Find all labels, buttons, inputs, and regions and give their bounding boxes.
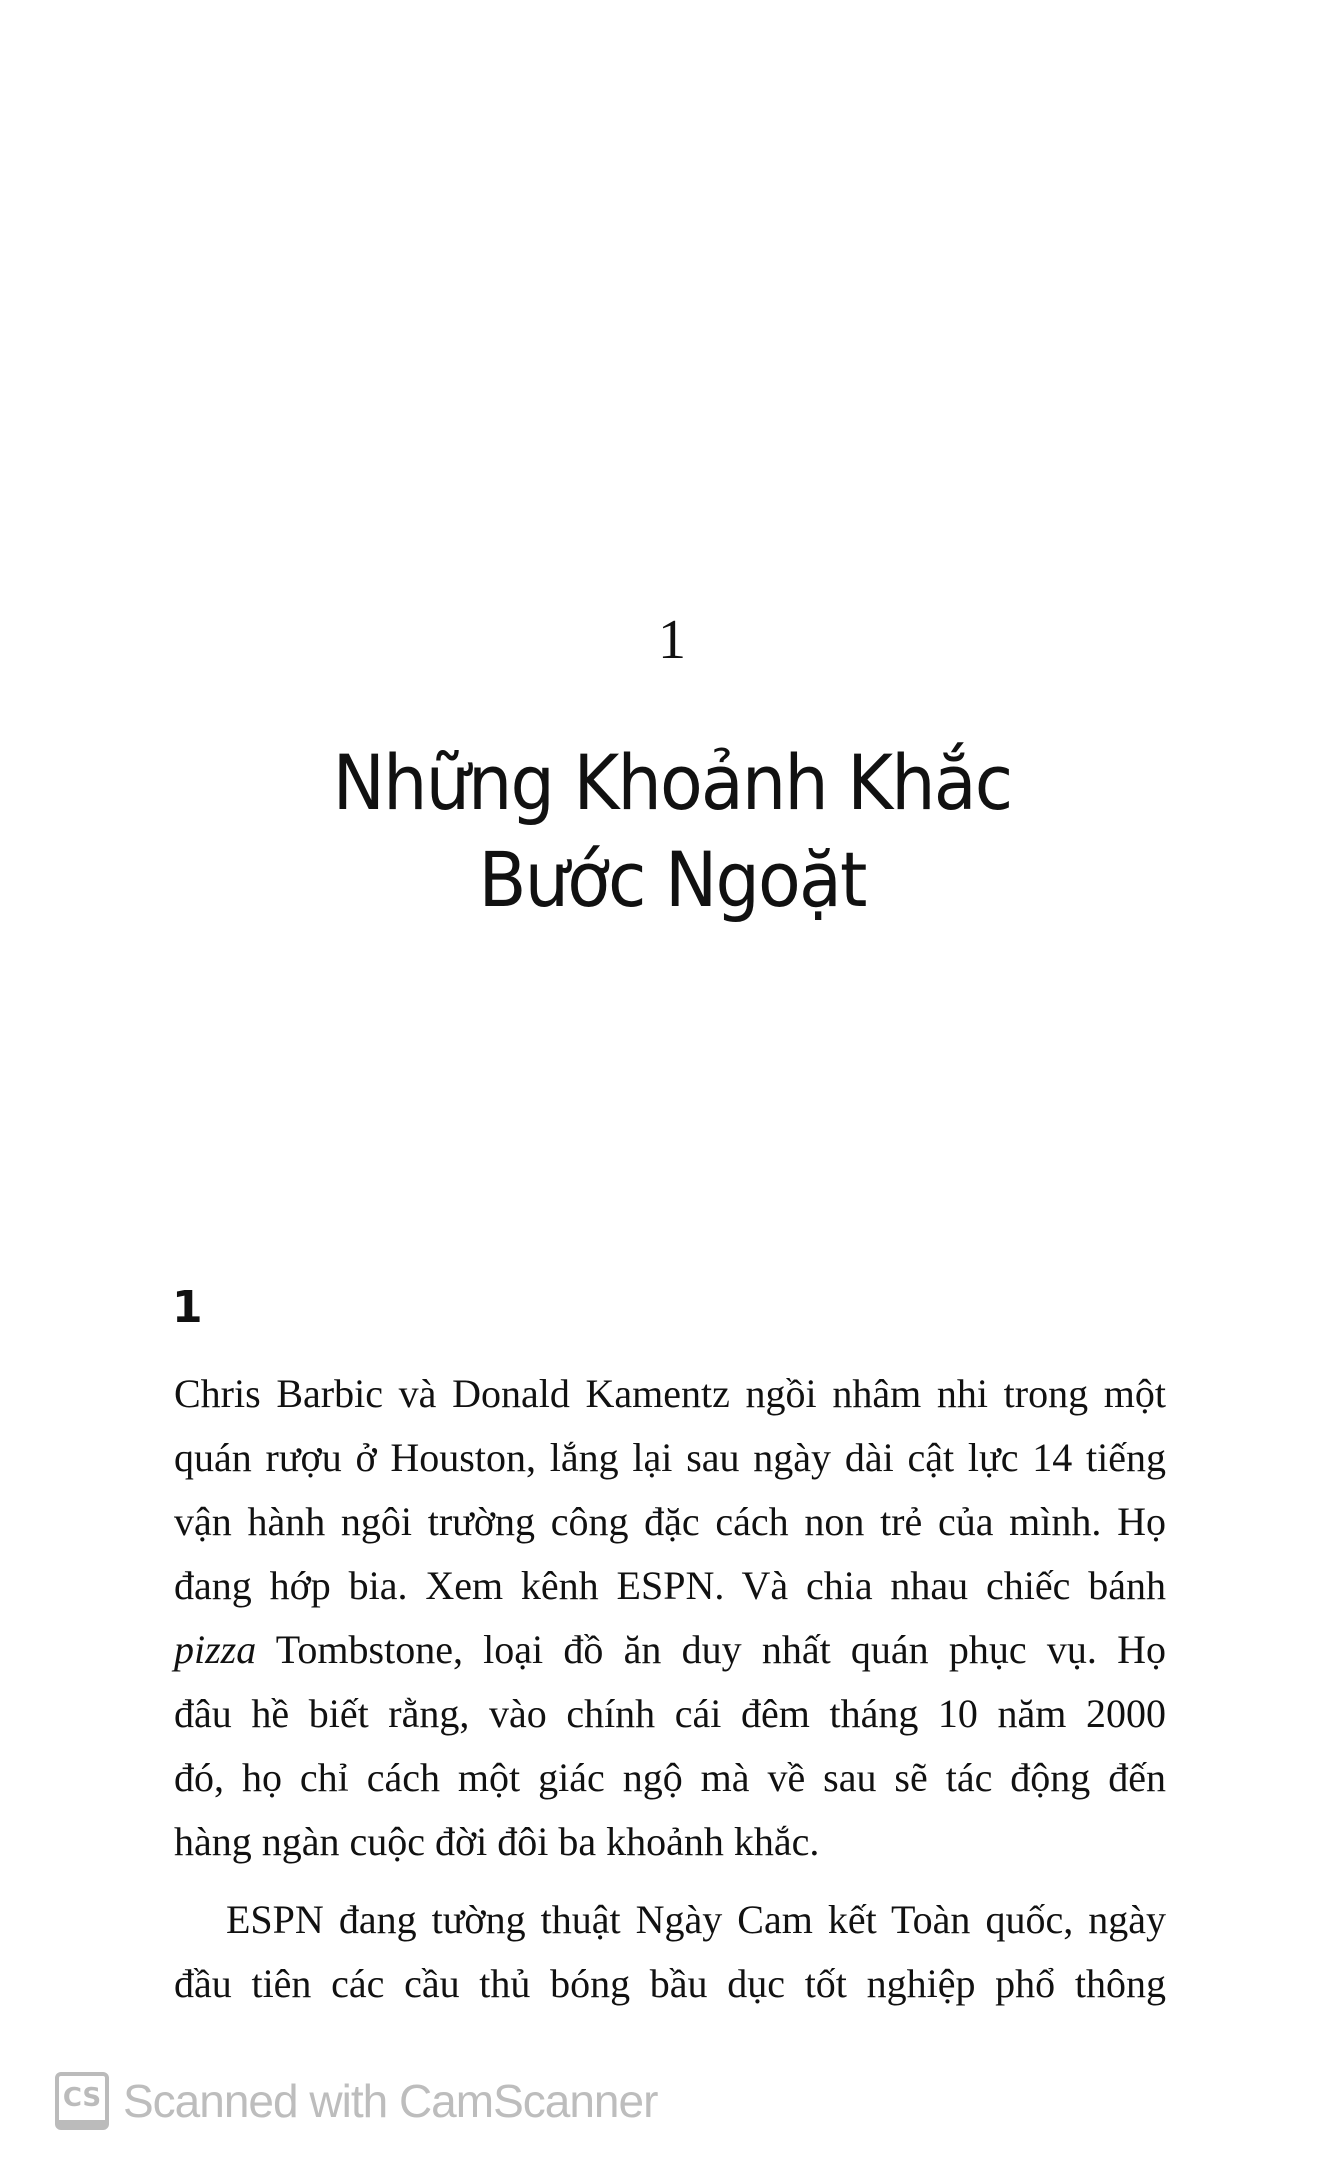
section-number: 1: [172, 1282, 203, 1333]
italic-word: pizza: [174, 1627, 257, 1672]
watermark-text: Scanned with CamScanner: [123, 2075, 658, 2127]
text-line: đó, họ chỉ cách một giác ngộ mà về sau sẽ tác động đến: [174, 1755, 1166, 1800]
text-line: hàng ngàn cuộc đời đôi ba khoảnh khắc.: [174, 1819, 820, 1864]
text-line: quán rượu ở Houston, lắng lại sau ngày dài cật lực 14 tiếng: [174, 1435, 1166, 1480]
chapter-title-line-2: Bước Ngoặt: [478, 835, 866, 924]
text-line: vận hành ngôi trường công đặc cách non trẻ của mình. Họ: [174, 1499, 1166, 1544]
text-line: ESPN đang tường thuật Ngày Cam kết Toàn quốc, ngày: [226, 1897, 1166, 1942]
text-line: đầu tiên các cầu thủ bóng bầu dục tốt nghiệp phổ thông: [174, 1961, 1166, 2006]
camscanner-logo-icon: CS: [55, 2072, 109, 2130]
text-line: đang hớp bia. Xem kênh ESPN. Và chia nhau chiếc bánh: [174, 1563, 1166, 1608]
text-line-rest: Tombstone, loại đồ ăn duy nhất quán phục vụ. Họ: [275, 1627, 1167, 1672]
text-line: Chris Barbic và Donald Kamentz ngồi nhâm nhi trong một: [174, 1371, 1166, 1416]
camscanner-watermark: [55, 2072, 657, 2130]
paragraph-2: [174, 1888, 1166, 2016]
chapter-title-line-1: Những Khoảnh Khắc: [332, 738, 1012, 827]
paragraph-1: [174, 1362, 1166, 1874]
text-line: [174, 1618, 1166, 1682]
chapter-number: 1: [658, 609, 686, 671]
text-line: đâu hề biết rằng, vào chính cái đêm tháng 10 năm 2000: [174, 1691, 1166, 1736]
